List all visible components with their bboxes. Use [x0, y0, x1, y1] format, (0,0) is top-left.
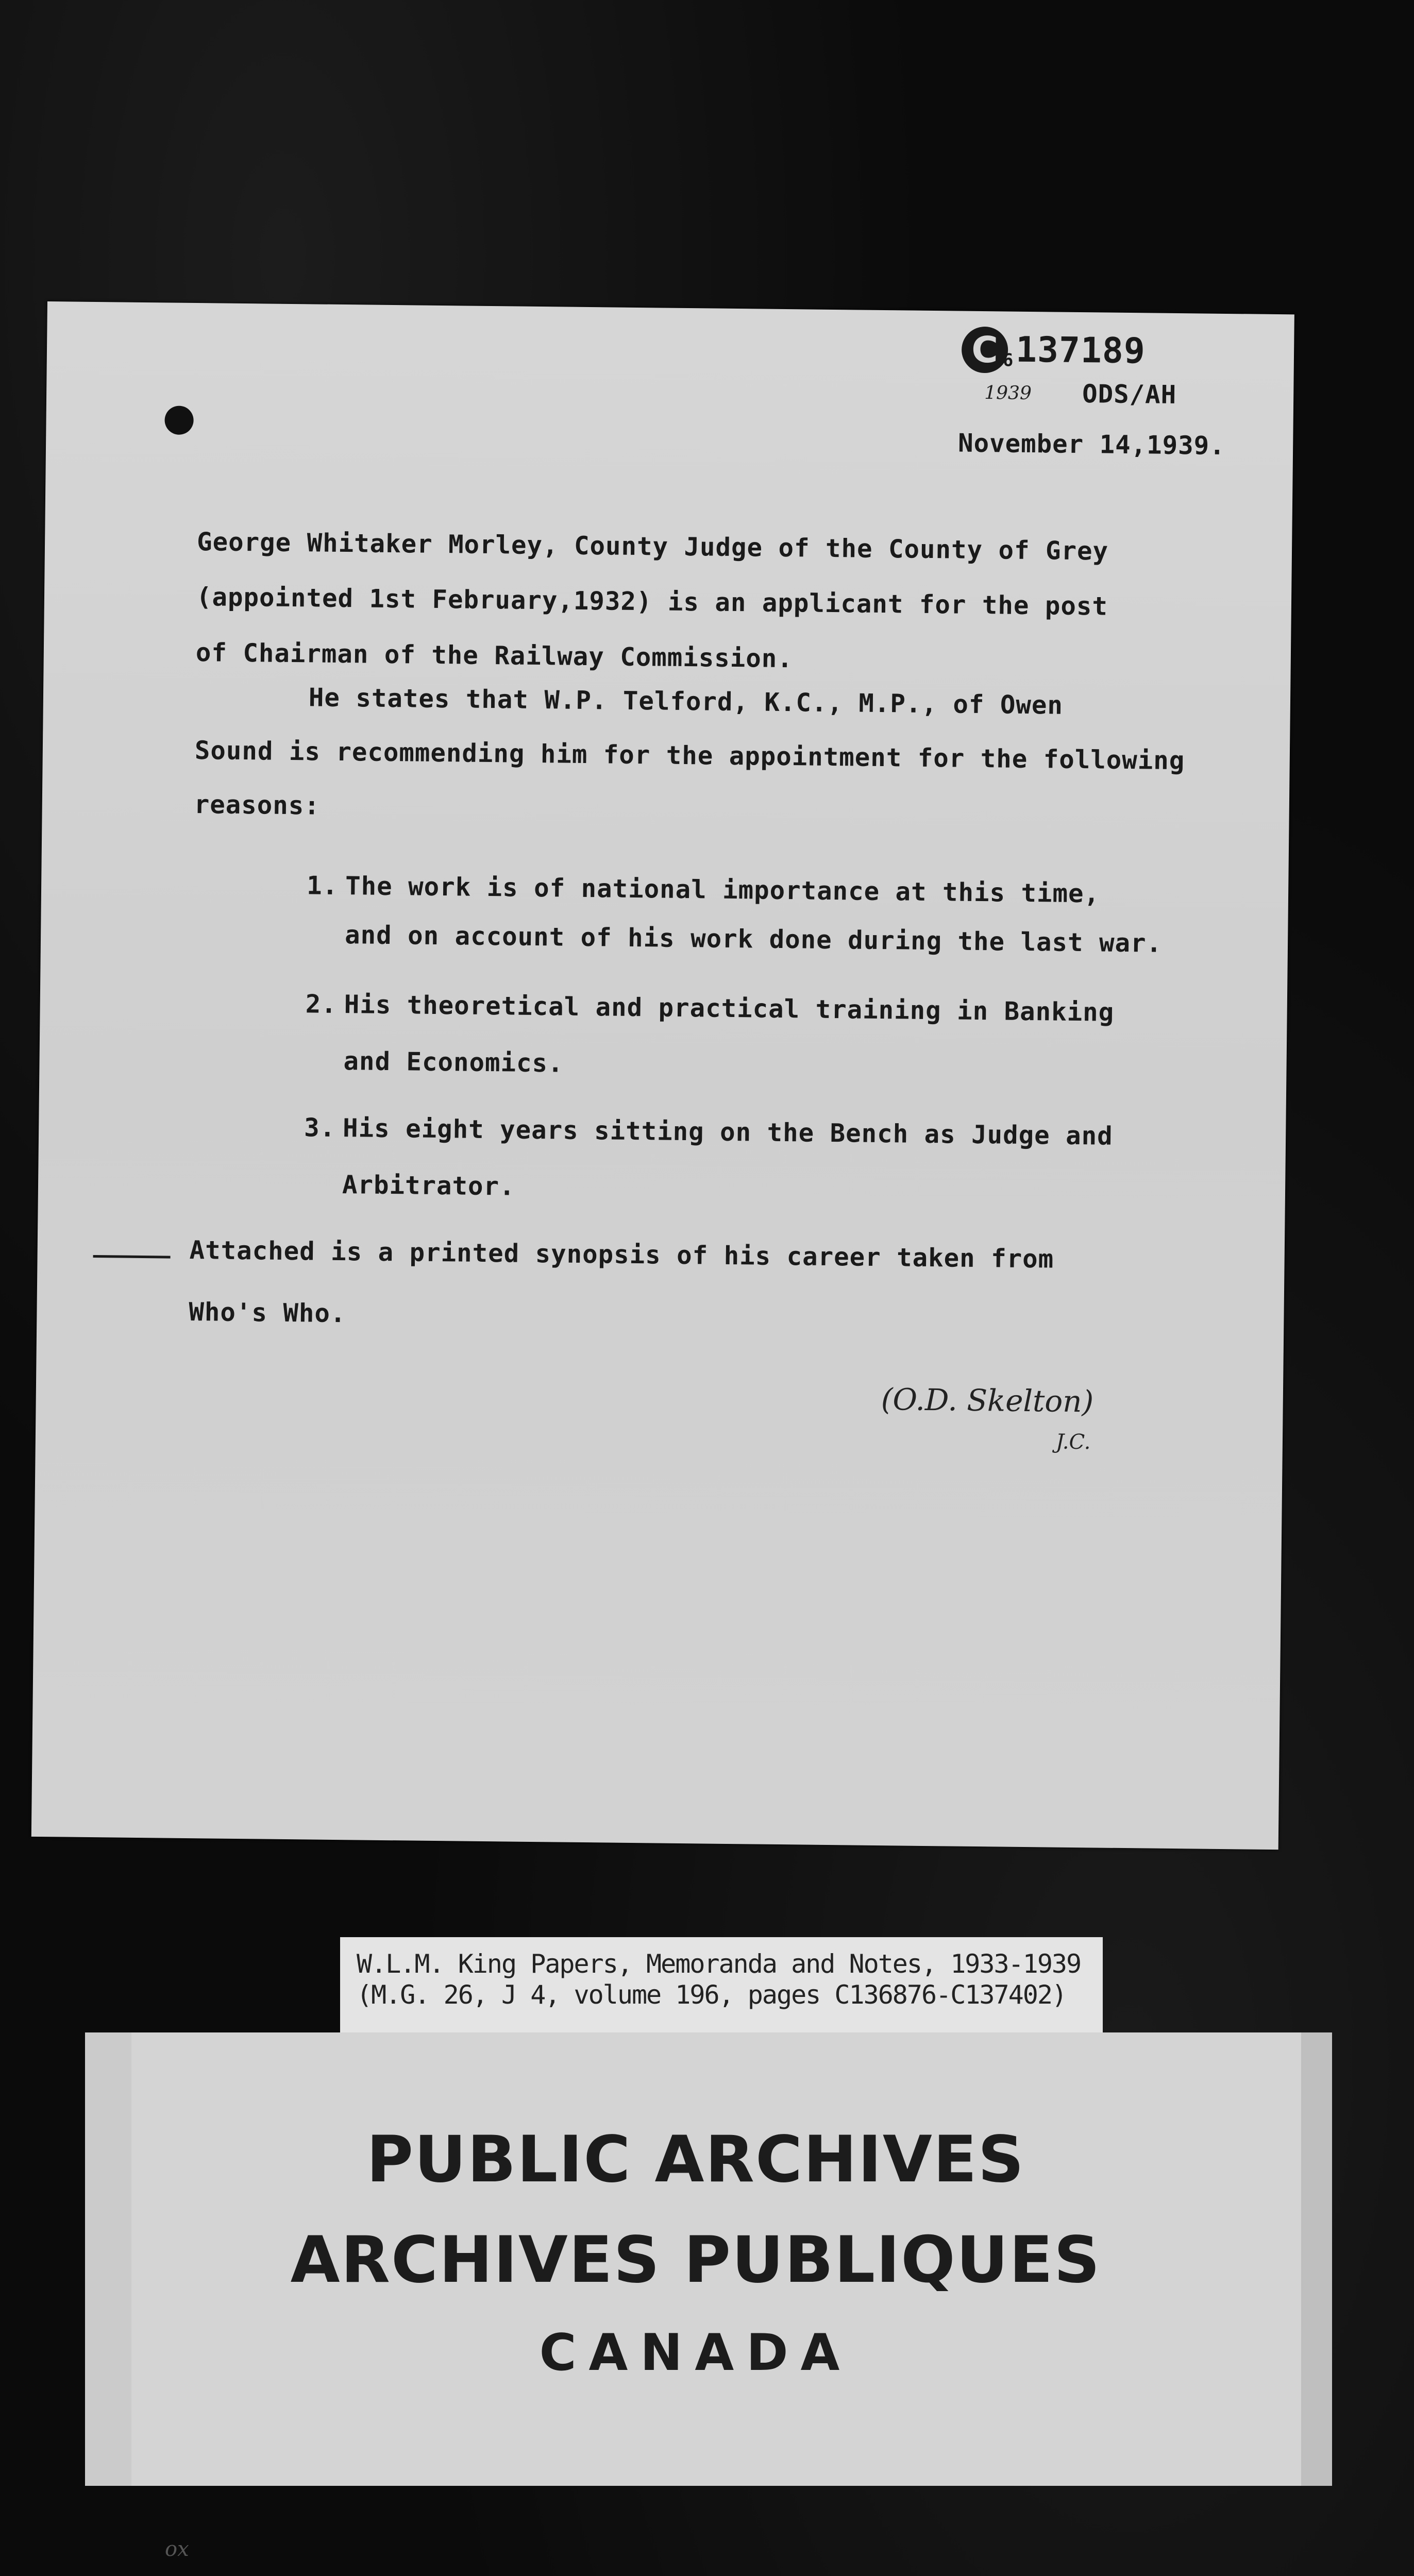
- reason1-line1: The work is of national importance at this time,: [345, 871, 1100, 909]
- archives-card: [85, 2032, 1332, 2486]
- reason1-line2: and on account of his work done during the last war.: [344, 920, 1163, 958]
- reference-line1: W.L.M. King Papers, Memoranda and Notes, 1933-1939: [357, 1949, 1081, 1979]
- reason1-number: 1.: [306, 871, 339, 901]
- archives-line2: ARCHIVES PUBLIQUES: [290, 2223, 1101, 2297]
- paragraph2-line2: Sound is recommending him for the appointment for the following: [194, 736, 1185, 776]
- footer-mark: ox: [165, 2537, 189, 2561]
- year-mark: 1939: [984, 382, 1032, 404]
- reason3-line2: Arbitrator.: [342, 1170, 515, 1201]
- punch-hole: [164, 405, 194, 435]
- paragraph1-line1: George Whitaker Morley, County Judge of the County of Grey: [196, 527, 1109, 566]
- reason2-line1: His theoretical and practical training in Banking: [344, 990, 1115, 1027]
- reference-line2: (M.G. 26, J 4, volume 196, pages C136876-C137402): [357, 1980, 1067, 2010]
- reason3-line1: His eight years sitting on the Bench as Judge and: [342, 1113, 1113, 1151]
- archives-line1: PUBLIC ARCHIVES: [366, 2123, 1025, 2197]
- stamp-prefix: 6: [1002, 350, 1014, 371]
- archives-line3: CANADA: [539, 2324, 852, 2382]
- archive-stamp-letter: C: [962, 327, 1008, 374]
- reference-label: [340, 1937, 1103, 2032]
- document-number: 137189: [1015, 329, 1146, 372]
- signature-initials: J.C.: [1055, 1430, 1091, 1454]
- signature: (O.D. Skelton): [881, 1382, 1094, 1419]
- paragraph1-line2: (appointed 1st February,1932) is an applicant for the post: [196, 582, 1108, 621]
- reason2-line2: and Economics.: [343, 1046, 564, 1078]
- memo-date: November 14,1939.: [957, 428, 1226, 461]
- paragraph2-line1: He states that W.P. Telford, K.C., M.P., of Owen: [308, 683, 1064, 720]
- memo-page: [31, 301, 1294, 1850]
- reason2-number: 2.: [305, 989, 338, 1019]
- margin-mark: [93, 1255, 171, 1259]
- reason3-number: 3.: [304, 1113, 336, 1143]
- paragraph1-line3: of Chairman of the Railway Commission.: [195, 638, 794, 674]
- closing-line1: Attached is a printed synopsis of his career taken from: [189, 1235, 1054, 1274]
- closing-line2: Who's Who.: [189, 1297, 346, 1329]
- paragraph2-line3: reasons:: [194, 790, 321, 821]
- memo-initials: ODS/AH: [1082, 379, 1177, 410]
